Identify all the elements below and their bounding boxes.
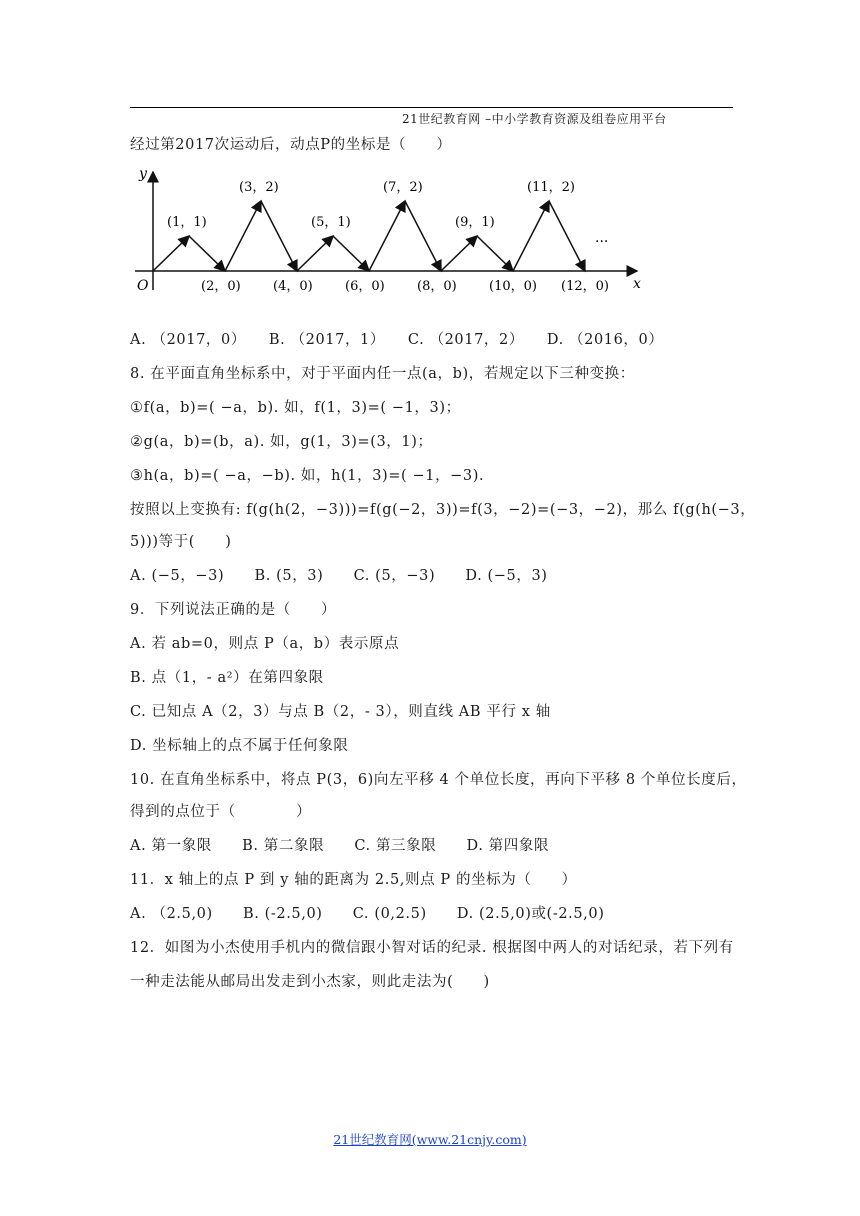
x-axis-label: x: [633, 276, 641, 292]
path-segment: [261, 201, 297, 271]
question-12-stem-cont: 一种走法能从邮局出发走到小杰家，则此走法为( ): [130, 974, 490, 990]
question-11-stem: 11．x 轴上的点 P 到 y 轴的距离为 2.5,则点 P 的坐标为（ ）: [130, 872, 577, 888]
path-segment: [225, 201, 261, 271]
path-segment: [513, 201, 549, 271]
question-12-stem: 12．如图为小杰使用手机内的微信跟小智对话的纪录. 根据图中两人的对话纪录，若下列有: [130, 940, 734, 956]
peak-point-label: (5，1): [311, 215, 351, 230]
axis-point-label: (12，0): [561, 279, 609, 294]
question-10-stem: 10. 在直角坐标系中，将点 P(3，6)向左平移 4 个单位长度，再向下平移 8 个单位长度后，: [130, 772, 747, 788]
path-segment: [549, 201, 585, 271]
question-8-rule-f: ①f(a，b)=( −a，b). 如，f(1，3)=( −1，3)；: [130, 400, 461, 416]
axis-point-label: (2，0): [201, 279, 241, 294]
header-text: 21世纪教育网 –中小学教育资源及组卷应用平台: [402, 112, 667, 126]
peak-point-label: (11，2): [527, 180, 575, 195]
footer-link[interactable]: 21世纪教育网(www.21cnjy.com): [333, 1132, 527, 1147]
motion-path: [153, 201, 585, 271]
continuation-ellipsis: ···: [595, 234, 609, 250]
point-labels: [167, 180, 609, 294]
question-10-stem-cont: 得到的点位于（ ）: [130, 804, 312, 820]
path-segment: [189, 236, 225, 271]
peak-point-label: (7，2): [383, 180, 423, 195]
question-9-option-b: B. 点（1，- a²）在第四象限: [130, 670, 324, 686]
question-7-stem: 经过第2017次运动后，动点P的坐标是（ ）: [130, 137, 452, 153]
question-11-options: A. （2.5,0) B. (-2.5,0) C. (0,2.5) D. (2.5,0)或(-2.5,0): [130, 906, 605, 922]
motion-path-figure: [125, 162, 655, 302]
axis-point-label: (8，0): [417, 279, 457, 294]
question-8-options: A. (−5，−3) B. (5，3) C. (5，−3) D. (−5，3): [130, 568, 548, 584]
path-segment: [333, 236, 369, 271]
header-rule: [130, 107, 733, 108]
path-segment: [477, 236, 513, 271]
question-8-rule-g: ②g(a，b)=(b，a). 如，g(1，3)=(3，1)；: [130, 434, 433, 450]
question-8-example: 按照以上变换有: f(g(h(2，−3)))=f(g(−2，3))=f(3，−2)=(−3，−2)，那么 f(g(h(−3，: [130, 502, 756, 518]
peak-point-label: (3，2): [239, 180, 279, 195]
peak-point-label: (1，1): [167, 215, 207, 230]
path-segment: [153, 236, 189, 271]
peak-point-label: (9，1): [455, 215, 495, 230]
question-10-options: A. 第一象限 B. 第二象限 C. 第三象限 D. 第四象限: [130, 838, 550, 854]
question-8-rule-h: ③h(a，b)=( −a，−b). 如，h(1，3)=( −1，−3).: [130, 468, 485, 484]
origin-label: O: [137, 278, 149, 294]
axis-point-label: (10，0): [489, 279, 537, 294]
question-9-option-a: A. 若 ab=0，则点 P（a，b）表示原点: [130, 636, 400, 652]
path-segment: [441, 236, 477, 271]
question-9-stem: 9．下列说法正确的是（ ）: [130, 602, 337, 618]
question-9-option-d: D. 坐标轴上的点不属于任何象限: [130, 738, 349, 754]
path-segment: [297, 236, 333, 271]
question-9-option-c: C. 已知点 A（2，3）与点 B（2，- 3），则直线 AB 平行 x 轴: [130, 704, 551, 720]
y-axis-label: y: [139, 166, 147, 182]
axis-point-label: (6，0): [345, 279, 385, 294]
path-segment: [369, 201, 405, 271]
question-8-stem: 8. 在平面直角坐标系中，对于平面内任一点(a，b)，若规定以下三种变换：: [130, 366, 635, 382]
question-7-options: A. （2017，0） B. （2017，1） C. （2017，2） D. （2016，0）: [130, 332, 664, 348]
path-segment: [405, 201, 441, 271]
question-8-ask: 5)))等于( ): [130, 534, 232, 550]
axis-point-label: (4，0): [273, 279, 313, 294]
